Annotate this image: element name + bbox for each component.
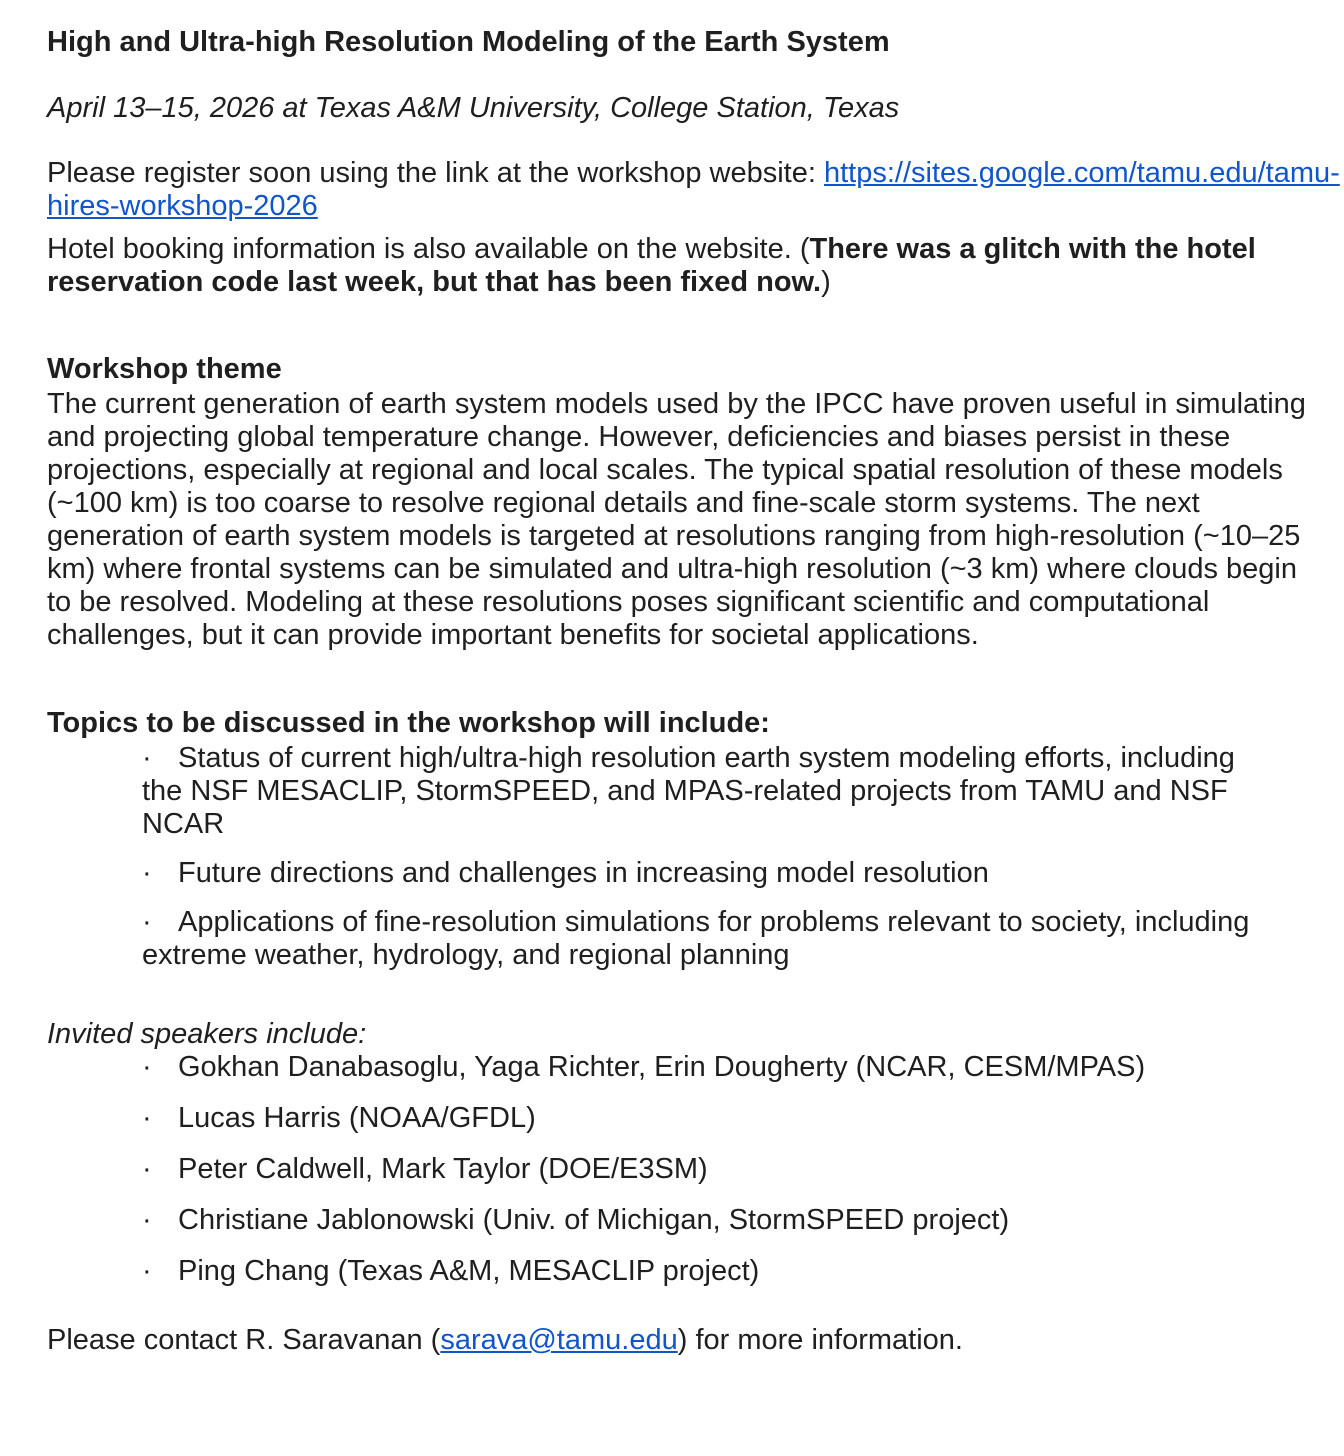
bullet-icon: · [142, 1204, 152, 1236]
hotel-notice: There was a glitch with the hotel reservation code last week, but that has been fixed now. [47, 233, 1256, 298]
list-item [142, 1051, 1344, 1084]
contact-text-end: ) for more information. [677, 1324, 963, 1356]
registration-text: Please register soon using the link at the workshop website: [47, 157, 824, 189]
list-item [142, 1255, 1344, 1288]
workshop-website-link[interactable]: https://sites.google.com/tamu.edu/tamu-hires-workshop-2026 [47, 157, 1340, 222]
hotel-close-paren: ) [821, 266, 831, 298]
bullet-icon: · [142, 1051, 152, 1083]
registration-paragraph [47, 157, 1344, 223]
speaker-text: Ping Chang (Texas A&M, MESACLIP project) [178, 1255, 760, 1287]
list-item [142, 1153, 1344, 1186]
speakers-list [47, 1051, 1344, 1288]
bullet-icon: · [142, 1153, 152, 1185]
topic-text: Applications of fine-resolution simulations for problems relevant to society, including extreme weather, hydrology, and regional planning [142, 906, 1250, 971]
list-item [142, 1204, 1344, 1237]
speaker-text: Peter Caldwell, Mark Taylor (DOE/E3SM) [178, 1153, 708, 1185]
list-item [142, 742, 1272, 841]
list-item [142, 1102, 1344, 1135]
theme-heading: Workshop theme [47, 353, 282, 385]
hotel-paragraph [47, 233, 1344, 299]
contact-text: Please contact R. Saravanan ( [47, 1324, 441, 1356]
bullet-icon: · [142, 1255, 152, 1287]
contact-email-link[interactable]: sarava@tamu.edu [440, 1324, 678, 1356]
topics-heading: Topics to be discussed in the workshop will include: [47, 707, 770, 739]
workshop-title: High and Ultra-high Resolution Modeling of the Earth System [47, 26, 890, 58]
speaker-text: Lucas Harris (NOAA/GFDL) [178, 1102, 536, 1134]
hotel-text: Hotel booking information is also available on the website. ( [47, 233, 810, 265]
bullet-icon: · [142, 857, 152, 889]
list-item [142, 906, 1272, 972]
bullet-icon: · [142, 906, 152, 938]
speaker-text: Gokhan Danabasoglu, Yaga Richter, Erin Dougherty (NCAR, CESM/MPAS) [178, 1051, 1146, 1083]
bullet-icon: · [142, 1102, 152, 1134]
list-item [142, 857, 1272, 890]
workshop-date-location: April 13–15, 2026 at Texas A&M University, College Station, Texas [47, 92, 900, 124]
speakers-heading: Invited speakers include: [47, 1018, 367, 1050]
topic-text: Status of current high/ultra-high resolution earth system modeling efforts, including the NSF MESACLIP, StormSPEED, and MPAS-related projects from TAMU and NSF NCAR [142, 742, 1235, 840]
theme-body: The current generation of earth system models used by the IPCC have proven useful in simulating and projecting global temperature change. However, deficiencies and biases persist in these projections, especially at regional and local scales. The typical spatial resolution of these models (~100 km) is too coarse to resolve regional details and fine-scale storm systems. The next generation of earth system models is targeted at resolutions ranging from high-resolution (~10–25 km) where frontal systems can be simulated and ultra-high resolution (~3 km) where clouds begin to be resolved. Modeling at these resolutions poses significant scientific and computational challenges, but it can provide important benefits for societal applications. [47, 388, 1306, 651]
topics-list [47, 742, 1272, 972]
contact-paragraph [47, 1324, 1344, 1357]
topic-text: Future directions and challenges in increasing model resolution [178, 857, 989, 889]
speaker-text: Christiane Jablonowski (Univ. of Michigan, StormSPEED project) [178, 1204, 1010, 1236]
bullet-icon: · [142, 742, 152, 774]
